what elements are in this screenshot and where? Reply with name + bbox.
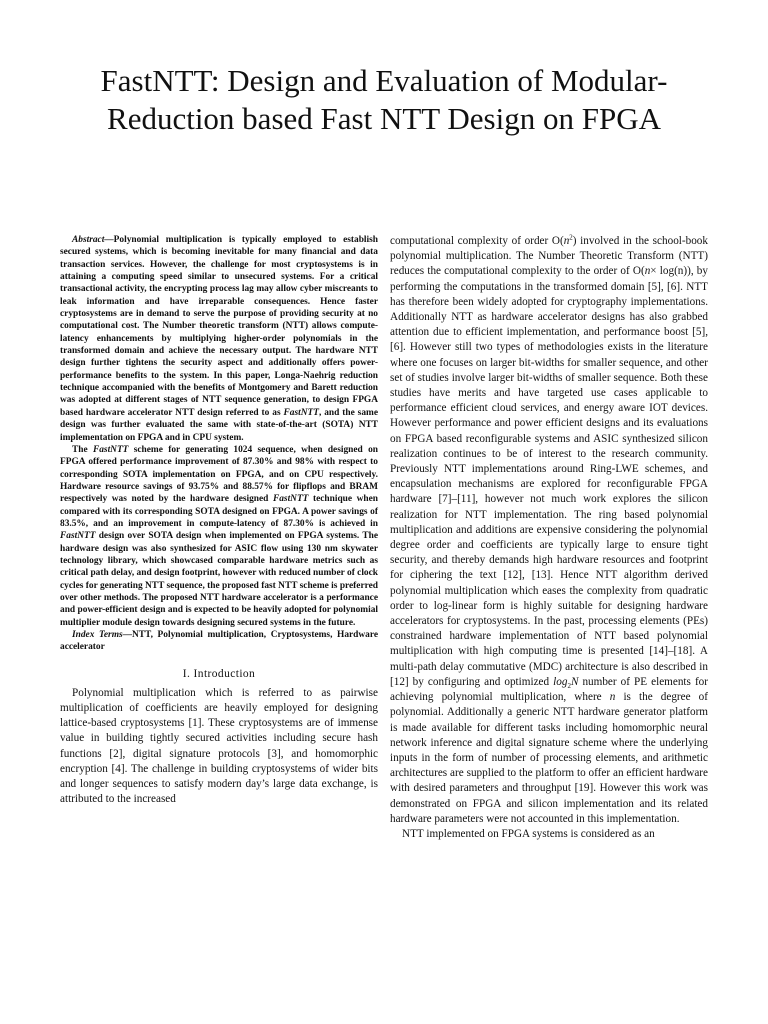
math-n: n: [644, 265, 651, 278]
abstract-text-2b: scheme for generating 1024 sequence, when designed on FPGA offered performance improvement of 87.30% and 98% with respect to corresponding SOTA implementation on FPGA, and on CPU respectively. Hardware resource savings of 93.75% and 88.57% for flipflops and BRAM respectively was noted by the hardware designed: [60, 444, 378, 505]
right-column: [390, 234, 708, 842]
math-subscript: 2: [567, 682, 571, 691]
abstract-text-2c: technique when compared with its corresponding SOTA designed on FPGA. A power savings of 83.5%, and an improvement in compute-latency of 87.30% is achieved in: [60, 494, 378, 529]
introduction-paragraph-1: Polynomial multiplication which is referred to as pairwise multiplication of coefficients are heavily employed for designing lattice-based cryptosystems [1]. These cryptosystems are of immense value in building tightly secured activities including secure hash functions [2], digital signature protocols [3], and homomorphic encryption [4]. The challenge in building cryptosystems of wider bits and longer sequences to satisfy modern day’s large data exchange, is attributed to the increased: [60, 686, 378, 806]
r1-text-b: ) involved in the school-book polynomial multiplication. The Number Theoretic Transform (NTT) reduces the computational complexity to the order of O(: [390, 235, 708, 278]
math-exponent: 2: [569, 233, 573, 242]
r1-text-d: number of PE elements for achieving polynomial multiplication, where: [390, 675, 708, 704]
math-N: N: [570, 675, 579, 688]
introduction-body: [60, 686, 378, 808]
r1-text-a: computational complexity of order O(: [390, 235, 564, 247]
abstract-text-1a: —Polynomial multiplication is typically employed to establish secured systems, which is becoming inevitable for many financial and data transaction services. However, the challenge for most cryptosystems is in attaining a computing speed similar to unsecured systems. For a critical transactional activity, the encrypting process lag may allow cyber miscreants to leak information and have irreparable consequences. Hence faster cryptosystems are in demand to serve the purpose of providing security at no computational cost. The Number theoretic transform (NTT) allows compute-latency enhancements by multiplying higher-order polynomials in the transformed domain and achieve the necessary output. The hardware NTT design further tightens the security aspect and additionally offers power-performance benefits to the system. In this paper, Longa-Naehrig reduction technique accompanied with the benefits of Montgomery and Barett reduction was adopted at different stages of NTT sequence generation, to design FPGA based hardware accelerator NTT design referred to as: [60, 235, 378, 418]
fastntt-term: FastNTT: [92, 444, 129, 455]
left-column: [60, 234, 378, 807]
abstract-lead: Abstract: [72, 235, 105, 245]
right-paragraph-2: NTT implemented on FPGA systems is considered as an: [402, 827, 655, 840]
math-n: n: [609, 691, 616, 704]
r1-text-e: is the degree of polynomial. Additionally a generic NTT hardware generator platform is made available for different tasks including homomorphic neural network inference and digital signature scheme where the underlying inputs in the form of number of processing elements, and arithmetic architectures are supplied to the platform to offer an efficient hardware with desired parameters and throughput [19]. However this work was demonstrated on FPGA and silicon implementation and its related hardware parameters were not accounted in this implementation.: [390, 691, 709, 825]
paper-title: FastNTT: Design and Evaluation of Modular-Reduction based Fast NTT Design on FPGA: [100, 63, 668, 136]
abstract-text-2a: The: [72, 444, 93, 455]
index-terms-text: —NTT, Polynomial multiplication, Cryptosystems, Hardware accelerator: [60, 630, 379, 653]
abstract-paragraph-2: [60, 444, 378, 629]
abstract-paragraph-1: [60, 234, 378, 444]
math-n: n: [563, 235, 570, 247]
r1-text-c: × log(n)), by performing the computations in the transformed domain [5], [6]. NTT has therefore been widely adopted for cryptography implementations. Additionally NTT as hardware accelerator designs has also grabbed attention due to efficient implementation, and performance boost [5], [6]. However still two types of methodologies exists in the literature where one focuses on larger bit-widths for smaller sequence, and other set of studies involve larger bit-widths of smaller sequence. Both these studies have merits and have targeted use cases applicable to performance efficient cloud services, and energy aware IOT devices. However performance and power efficient designs and its evaluations on FPGA based reconfigurable systems and ASIC synthesized silicon realization continues to be of interest to the research community. Previously NTT implementations around Ring-LWE schemes, and encapsulation mechanisms are explored for reconfigurable FPGA hardware [7]–[11], however not much work explores the silicon realization for NTT implementation. The ring based polynomial multiplication and additions are expensive considering the polynomial degree order and coefficients are typically large to ensure tight security, and thereby demands high hardware resources and footprint for ciphering the text [12], [13]. Hence NTT algorithm derived polynomial multiplication which eases the complexity from quadratic order to log-linear form is highly suitable for designing hardware accelerators for cryptosystems. In the past, processing elements (PEs) constrained hardware implementation of NTT based polynomial multiplication with high computing time is presented [14]–[18]. A multi-path delay commutative (MDC) architecture is also described in [12] by configuring and optimized: [390, 265, 708, 688]
fastntt-term: FastNTT: [283, 407, 319, 418]
index-terms-lead: Index Terms: [72, 630, 123, 640]
abstract-text-1b: , and the same design was further evaluated the same with state-of-the-art (SOTA) NTT implementation on FPGA and in CPU system.: [60, 407, 378, 443]
section-heading-introduction: I. Introduction: [182, 667, 256, 680]
abstract: [60, 234, 378, 654]
right-column-body: [390, 234, 708, 842]
index-terms: [60, 629, 378, 654]
math-log: log: [553, 675, 568, 688]
right-paragraph-1: [390, 234, 708, 827]
fastntt-term: FastNTT: [272, 494, 309, 505]
abstract-text-2d: design over SOTA design when implemented on FPGA systems. The hardware design was also synthesized for ASIC flow using 130 nm skywater technology library, which showcased comparable hardware metrics such as critical path delay, and design footprint, however with reduced number of clock cycles for generating NTT sequence, the proposed fast NTT scheme is preferred over other methods. The proposed NTT hardware accelerator is a performance and power-efficient design and is expected to be heavily adopted for polynomial multiplier module design towards designing secured systems in the future.: [60, 531, 378, 628]
fastntt-term: FastNTT: [60, 531, 96, 542]
